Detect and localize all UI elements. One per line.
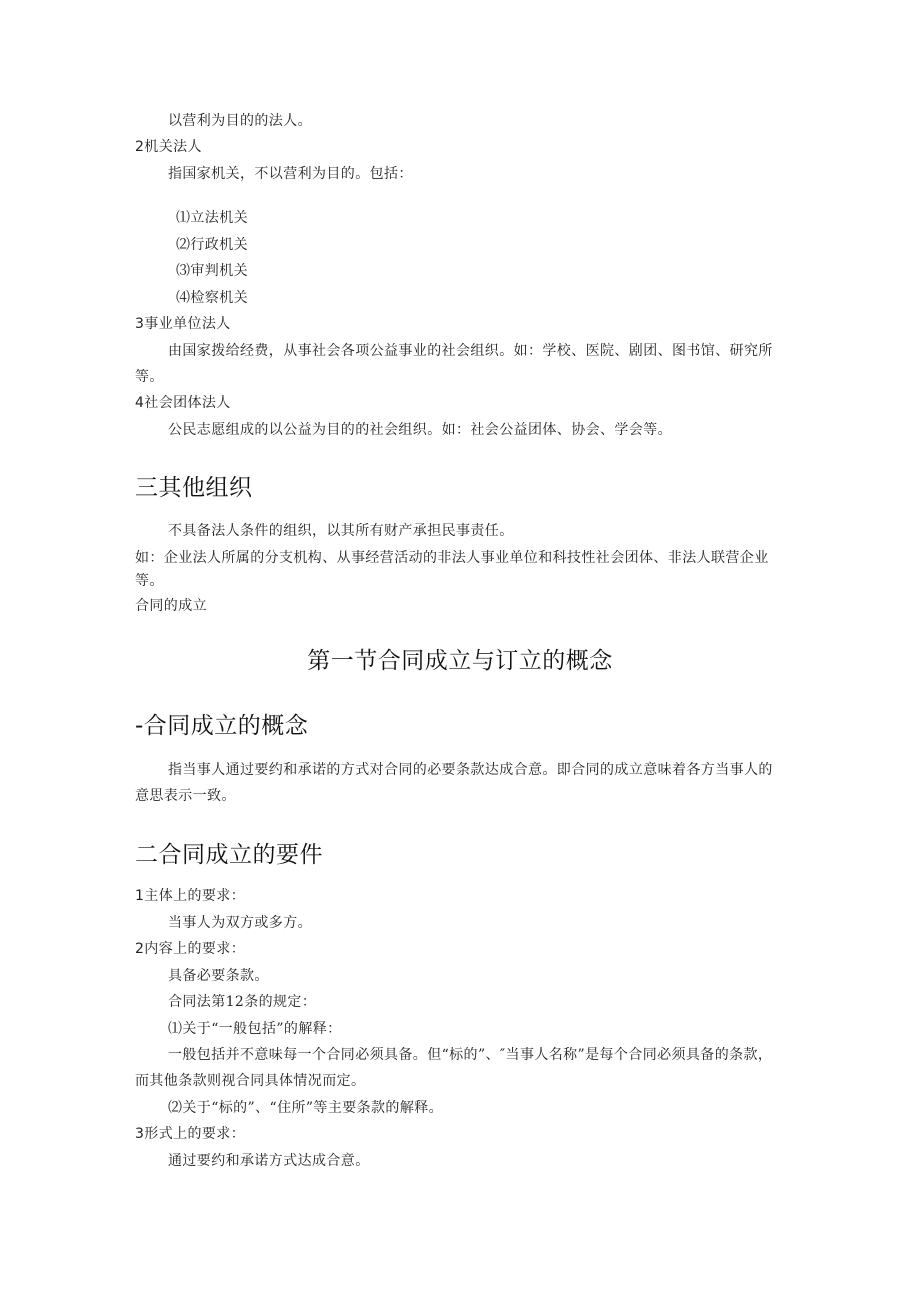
text-line: 由国家拨给经费，从事社会各项公益事业的社会组织。如：学校、医院、剧团、图书馆、研究所	[168, 343, 773, 359]
text-line: 一般包括并不意味每一个合同必须具备。但“标的”、″当事人名称”是每个合同必须具备的条款，	[168, 1047, 773, 1063]
text-line: 等。	[135, 573, 164, 589]
list-item: ⑴关于“一般包括”的解释：	[168, 1021, 342, 1037]
text-line: 等。	[135, 369, 164, 385]
item-heading-3: 3形式上的要求：	[135, 1126, 246, 1142]
page-title: 第一节合同成立与订立的概念	[307, 648, 613, 674]
item-heading-2: 2内容上的要求：	[135, 941, 246, 957]
text-line: 不具备法人条件的组织，以其所有财产承担民事责任。	[168, 523, 514, 539]
text-line: 指当事人通过要约和承诺的方式对合同的必要条款达成合意。即合同的成立意味着各方当事人的	[168, 762, 773, 778]
item-heading-1: 1主体上的要求：	[135, 888, 246, 904]
text-line: 合同法第12条的规定：	[168, 994, 317, 1010]
item-heading-3: 3事业单位法人	[135, 316, 231, 332]
text-line: 具备必要条款。	[168, 968, 269, 984]
item-heading-4: 4社会团体法人	[135, 395, 231, 411]
chapter-label: 合同的成立	[135, 598, 207, 614]
list-item: ⑴立法机关	[176, 210, 248, 226]
section-heading-requirements: 二合同成立的要件	[135, 842, 323, 868]
list-item: ⑵关于“标的”、“住所”等主要条款的解释。	[168, 1100, 444, 1116]
text-line: 当事人为双方或多方。	[168, 915, 312, 931]
list-item: ⑵行政机关	[176, 237, 248, 253]
text-line: 如：企业法人所属的分支机构、从事经营活动的非法人事业单位和科技性社会团体、非法人联营企业	[135, 550, 769, 566]
text-line: 而其他条款则视合同具体情况而定。	[135, 1073, 366, 1089]
text-line: 指国家机关，不以营利为目的。包括：	[168, 166, 413, 182]
text-line: 公民志愿组成的以公益为目的的社会组织。如：社会公益团体、协会、学会等。	[168, 422, 672, 438]
section-heading-concept: -合同成立的概念	[135, 713, 309, 739]
text-line: 意思表示一致。	[135, 788, 236, 804]
text-line: 以营利为目的的法人。	[168, 113, 312, 129]
section-heading-other-organizations: 三其他组织	[135, 475, 253, 501]
list-item: ⑶审判机关	[176, 263, 248, 279]
item-heading-2: 2机关法人	[135, 139, 202, 155]
text-line: 通过要约和承诺方式达成合意。	[168, 1153, 370, 1169]
list-item: ⑷检察机关	[176, 290, 248, 306]
